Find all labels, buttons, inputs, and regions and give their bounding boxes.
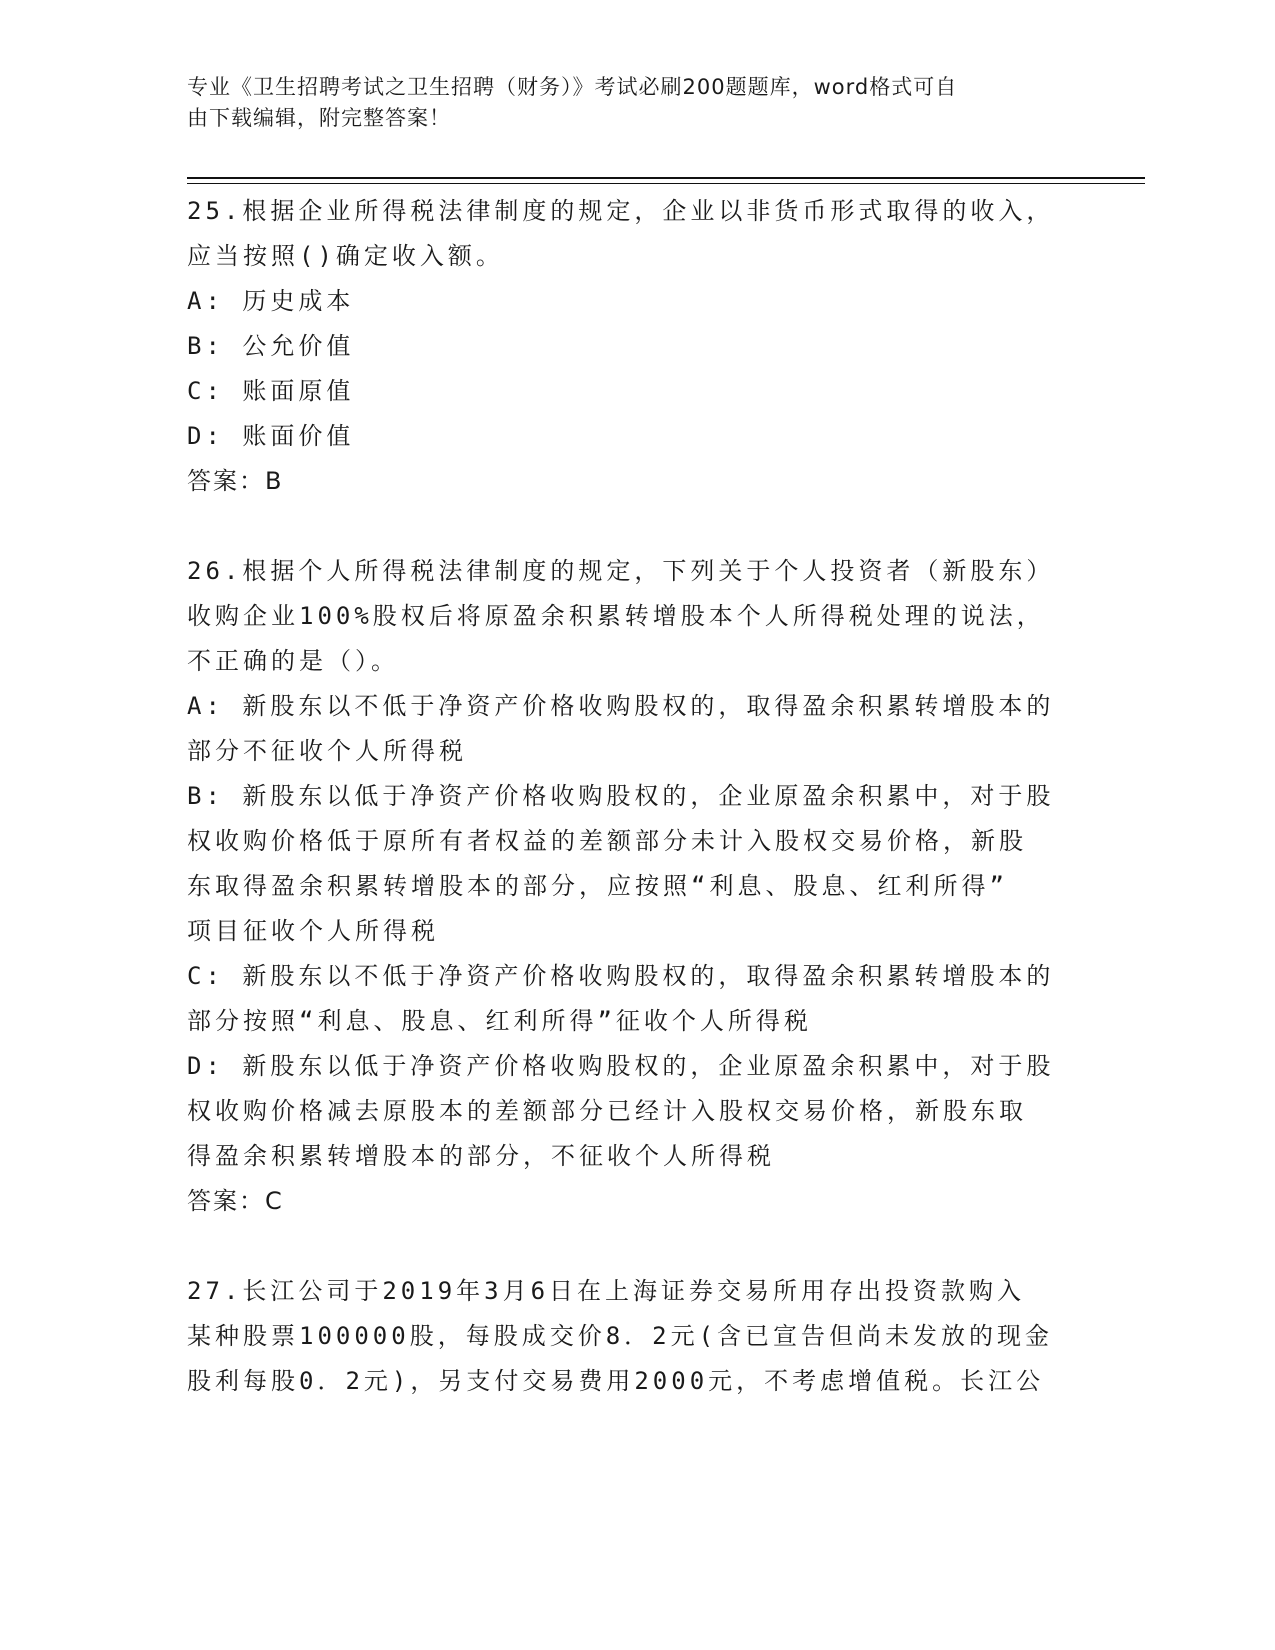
option-a: A: 历史成本 — [187, 287, 355, 315]
question-stem-line: 26.根据个人所得税法律制度的规定，下列关于个人投资者（新股东） — [187, 557, 1055, 585]
question-stem-line: 某种股票100000股，每股成交价8．2元(含已宣告但尚未发放的现金 — [187, 1322, 1054, 1350]
header-line-1: 专业《卫生招聘考试之卫生招聘（财务）》考试必刷200题题库，word格式可自 — [187, 75, 958, 99]
question-27 — [187, 1269, 1087, 1404]
option-b: B: 新股东以低于净资产价格收购股权的，企业原盈余积累中，对于股 — [187, 782, 1055, 810]
option-c: C: 账面原值 — [187, 377, 355, 405]
option-b: B: 公允价值 — [187, 332, 355, 360]
option-b-cont: 东取得盈余积累转增股本的部分，应按照“利息、股息、红利所得” — [187, 872, 1008, 900]
question-stem-line: 不正确的是（）。 — [187, 647, 399, 675]
document-header — [187, 72, 1067, 134]
question-spacer — [187, 1224, 1087, 1269]
question-stem-line: 27.长江公司于2019年3月6日在上海证券交易所用存出投资款购入 — [187, 1277, 1026, 1305]
option-d: D: 账面价值 — [187, 422, 355, 450]
answer: 答案：B — [187, 467, 284, 495]
header-divider-thin — [187, 183, 1145, 184]
option-a: A: 新股东以不低于净资产价格收购股权的，取得盈余积累转增股本的 — [187, 692, 1055, 720]
question-25 — [187, 189, 1087, 504]
option-d: D: 新股东以低于净资产价格收购股权的，企业原盈余积累中，对于股 — [187, 1052, 1055, 1080]
question-stem-line: 股利每股0．2元)，另支付交易费用2000元，不考虑增值税。长江公 — [187, 1367, 1045, 1395]
question-26 — [187, 549, 1087, 1224]
question-stem-line: 收购企业100%股权后将原盈余积累转增股本个人所得税处理的说法， — [187, 602, 1045, 630]
answer: 答案：C — [187, 1187, 284, 1215]
question-stem-line: 应当按照()确定收入额。 — [187, 242, 504, 270]
header-divider-thick — [187, 177, 1145, 179]
option-c: C: 新股东以不低于净资产价格收购股权的，取得盈余积累转增股本的 — [187, 962, 1055, 990]
questions-body — [187, 189, 1087, 1404]
option-d-cont: 得盈余积累转增股本的部分，不征收个人所得税 — [187, 1142, 775, 1170]
option-d-cont: 权收购价格减去原股本的差额部分已经计入股权交易价格，新股东取 — [187, 1097, 1027, 1125]
header-line-2: 由下载编辑，附完整答案！ — [187, 106, 451, 130]
option-a-cont: 部分不征收个人所得税 — [187, 737, 467, 765]
option-b-cont: 权收购价格低于原所有者权益的差额部分未计入股权交易价格，新股 — [187, 827, 1027, 855]
option-b-cont: 项目征收个人所得税 — [187, 917, 439, 945]
option-c-cont: 部分按照“利息、股息、红利所得”征收个人所得税 — [187, 1007, 812, 1035]
question-stem-line: 25.根据企业所得税法律制度的规定，企业以非货币形式取得的收入， — [187, 197, 1055, 225]
question-spacer — [187, 504, 1087, 549]
